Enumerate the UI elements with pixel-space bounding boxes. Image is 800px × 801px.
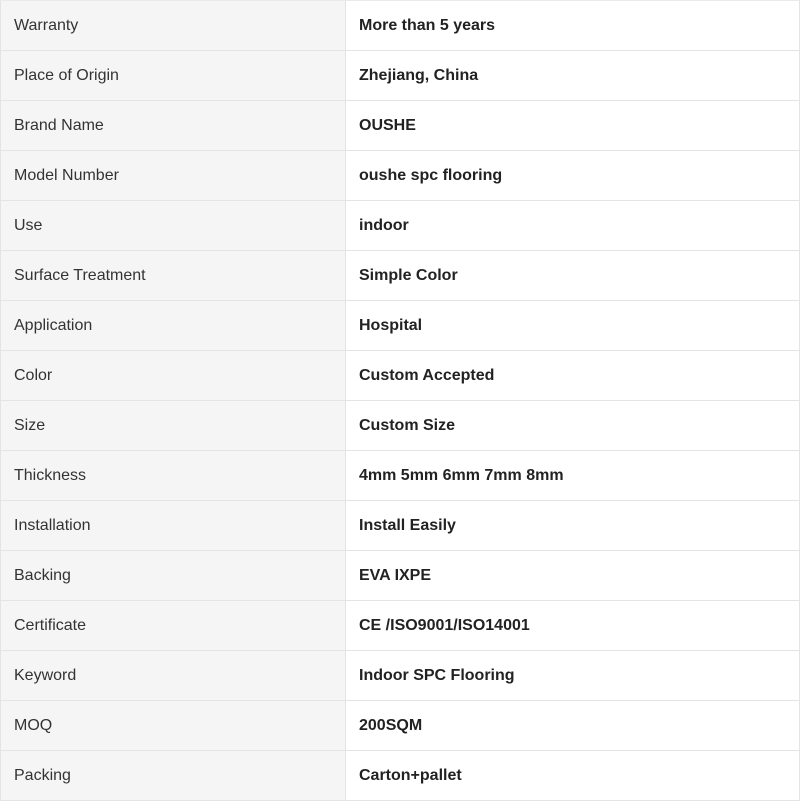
spec-label: Certificate [1,601,346,651]
spec-label: Warranty [1,1,346,51]
table-row [1,351,800,401]
spec-value: Hospital [346,301,800,351]
table-row [1,301,800,351]
spec-label: Packing [1,751,346,801]
table-row [1,501,800,551]
spec-label: Use [1,201,346,251]
spec-value: oushe spc flooring [346,151,800,201]
spec-value: EVA IXPE [346,551,800,601]
spec-label: Model Number [1,151,346,201]
table-row [1,451,800,501]
table-row [1,551,800,601]
spec-label: Keyword [1,651,346,701]
specs-table-body [1,1,800,801]
table-row [1,251,800,301]
spec-value: Indoor SPC Flooring [346,651,800,701]
table-row [1,751,800,801]
spec-value: OUSHE [346,101,800,151]
spec-label: Backing [1,551,346,601]
spec-label: Color [1,351,346,401]
spec-label: Surface Treatment [1,251,346,301]
table-row [1,51,800,101]
table-row [1,101,800,151]
spec-value: Zhejiang, China [346,51,800,101]
spec-label: Application [1,301,346,351]
spec-value: Install Easily [346,501,800,551]
spec-label: Place of Origin [1,51,346,101]
table-row [1,651,800,701]
spec-label: MOQ [1,701,346,751]
spec-value: More than 5 years [346,1,800,51]
spec-label: Size [1,401,346,451]
spec-value: Custom Accepted [346,351,800,401]
spec-value: Simple Color [346,251,800,301]
spec-value: 4mm 5mm 6mm 7mm 8mm [346,451,800,501]
spec-label: Thickness [1,451,346,501]
spec-value: CE /ISO9001/ISO14001 [346,601,800,651]
table-row [1,1,800,51]
table-row [1,151,800,201]
spec-value: indoor [346,201,800,251]
spec-value: Carton+pallet [346,751,800,801]
table-row [1,601,800,651]
spec-label: Installation [1,501,346,551]
spec-label: Brand Name [1,101,346,151]
table-row [1,201,800,251]
spec-value: Custom Size [346,401,800,451]
spec-value: 200SQM [346,701,800,751]
table-row [1,701,800,751]
table-row [1,401,800,451]
